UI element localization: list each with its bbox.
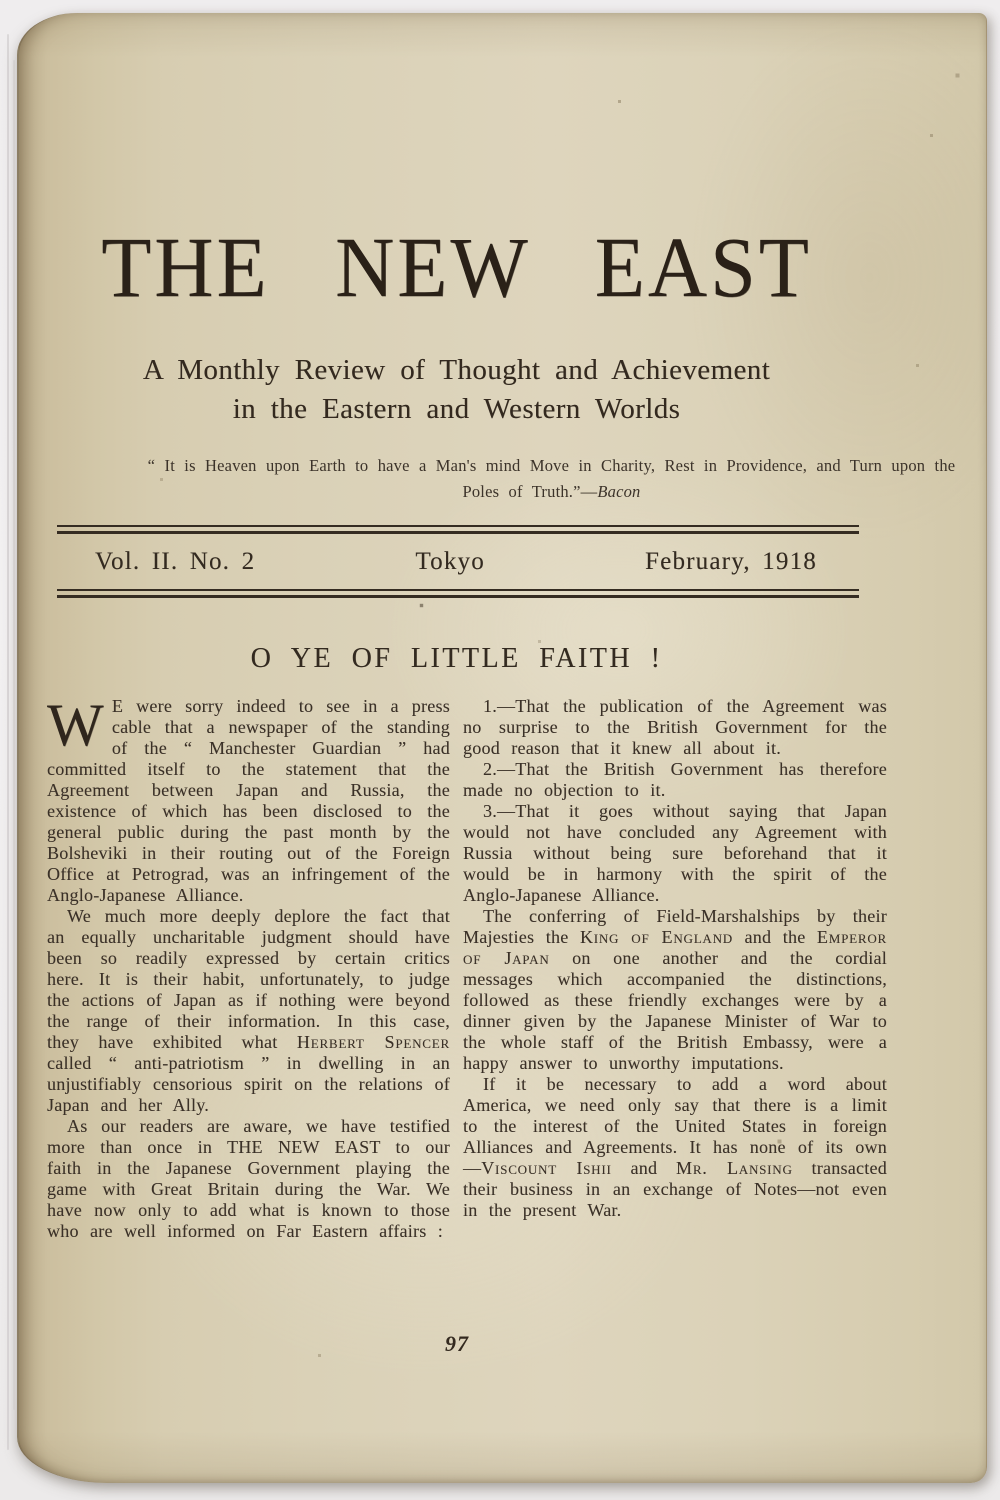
body-text: called “ anti-patriotism ” in dwelling in an unjustifiably censorious spirit on the relations of Japan and her Ally. (47, 1053, 450, 1115)
body-text: If it be necessary to add a word about America, we need only say that there is a limit to the interest of the United States in foreign Alliances and Agreements. It has none of its own— (463, 1074, 887, 1178)
body-text: 2.—That the British Government has therefore made no objection to it. (463, 759, 887, 800)
paper-specks (19, 13, 20, 14)
paragraph (463, 696, 887, 759)
right-column (463, 696, 887, 1242)
masthead-title: THE NEW EAST (101, 220, 812, 315)
body-text: on one another and the cordial messages which accompanied the distinctions, followed as these friendly exchanges were by a dinner given by the Japanese Minister of War to the whole staff of the British Embassy, were a happy answer to unworthy imputations. (463, 948, 887, 1073)
subtitle-line-1: A Monthly Review of Thought and Achievement (142, 354, 771, 386)
left-column (47, 692, 450, 1242)
article-body (47, 692, 893, 1242)
article-title: O YE OF LITTLE FAITH ! (250, 643, 663, 674)
epigraph (34, 453, 1000, 505)
small-caps-name: Emperor of Japan (463, 927, 887, 968)
body-text: 3.—That it goes without saying that Japan would not have concluded any Agreement with Russia without being sure beforehand that it would be in harmony with the spirit of the Anglo-Japanese Alliance. (463, 801, 887, 905)
issue-date: February, 1918 (645, 548, 817, 575)
magazine-page (17, 13, 987, 1483)
page-number: 97 (445, 1331, 469, 1356)
paragraph (463, 801, 887, 906)
body-text: 1.—That the publication of the Agreement was no surprise to the British Government for the good reason that it knew all about it. (463, 696, 887, 758)
paragraph (463, 759, 887, 801)
body-text: We much more deeply deplore the fact that an equally uncharitable judgment should have been so readily expressed by certain critics here. It is their habit, unfortunately, to judge the actions of Japan as if nothing were beyond the range of their information. In this case, they have exhibited what (47, 906, 450, 1052)
book-page-edge-line (13, 60, 15, 1410)
subtitle-line-2: in the Eastern and Western Worlds (232, 393, 681, 425)
body-text: transacted their business in an exchange of Notes—not even in the present War. (463, 1158, 887, 1220)
paragraph (47, 692, 450, 906)
paragraph (463, 1074, 887, 1221)
rule-line (57, 589, 859, 591)
body-text: and (611, 1158, 677, 1178)
book-page-edge-line (7, 34, 9, 1450)
paragraph (463, 906, 887, 1074)
small-caps-name: Viscount Ishii (481, 1158, 612, 1178)
epigraph-text: “ It is Heaven upon Earth to have a Man's mind Move in Charity, Rest in Providence, and Turn upon the Poles of Truth.”— (147, 456, 956, 501)
body-text: and the (733, 927, 817, 947)
small-caps-name: Mr. Lansing (676, 1158, 793, 1178)
small-caps-name: Herbert Spencer (296, 1032, 450, 1052)
small-caps-name: King of England (579, 927, 733, 947)
paragraph (47, 1116, 450, 1242)
paragraph (47, 906, 450, 1116)
body-text: As our readers are aware, we have testified more than once in THE NEW EAST to our faith in the Japanese Government playing the game with Great Britain during the War. We have now only to add what is known to those who are well informed on Far Eastern affairs : (47, 1116, 450, 1241)
publication-city: Tokyo (415, 548, 485, 575)
issue-info-row (57, 534, 859, 589)
body-text: E were sorry indeed to see in a press cable that a newspaper of the standing of the “ Manchester Guardian ” had committed itself to the statement that the Agreement between Japan and Russia, the existence of which has been disclosed to the general public during the past month by the Bolsheviki in their routing out of the Foreign Office at Petrograd, was an infringement of the Anglo-Japanese Alliance. (47, 696, 450, 905)
epigraph-attribution: Bacon (597, 482, 641, 501)
volume-number: Vol. II. No. 2 (95, 548, 256, 575)
masthead-bar (57, 525, 859, 598)
body-text: The conferring of Field-Marshalships by their Majesties the (463, 906, 887, 947)
rule-line (57, 525, 859, 527)
rule-line (57, 595, 859, 598)
drop-cap: W (47, 692, 104, 758)
masthead-subtitle (34, 351, 879, 429)
